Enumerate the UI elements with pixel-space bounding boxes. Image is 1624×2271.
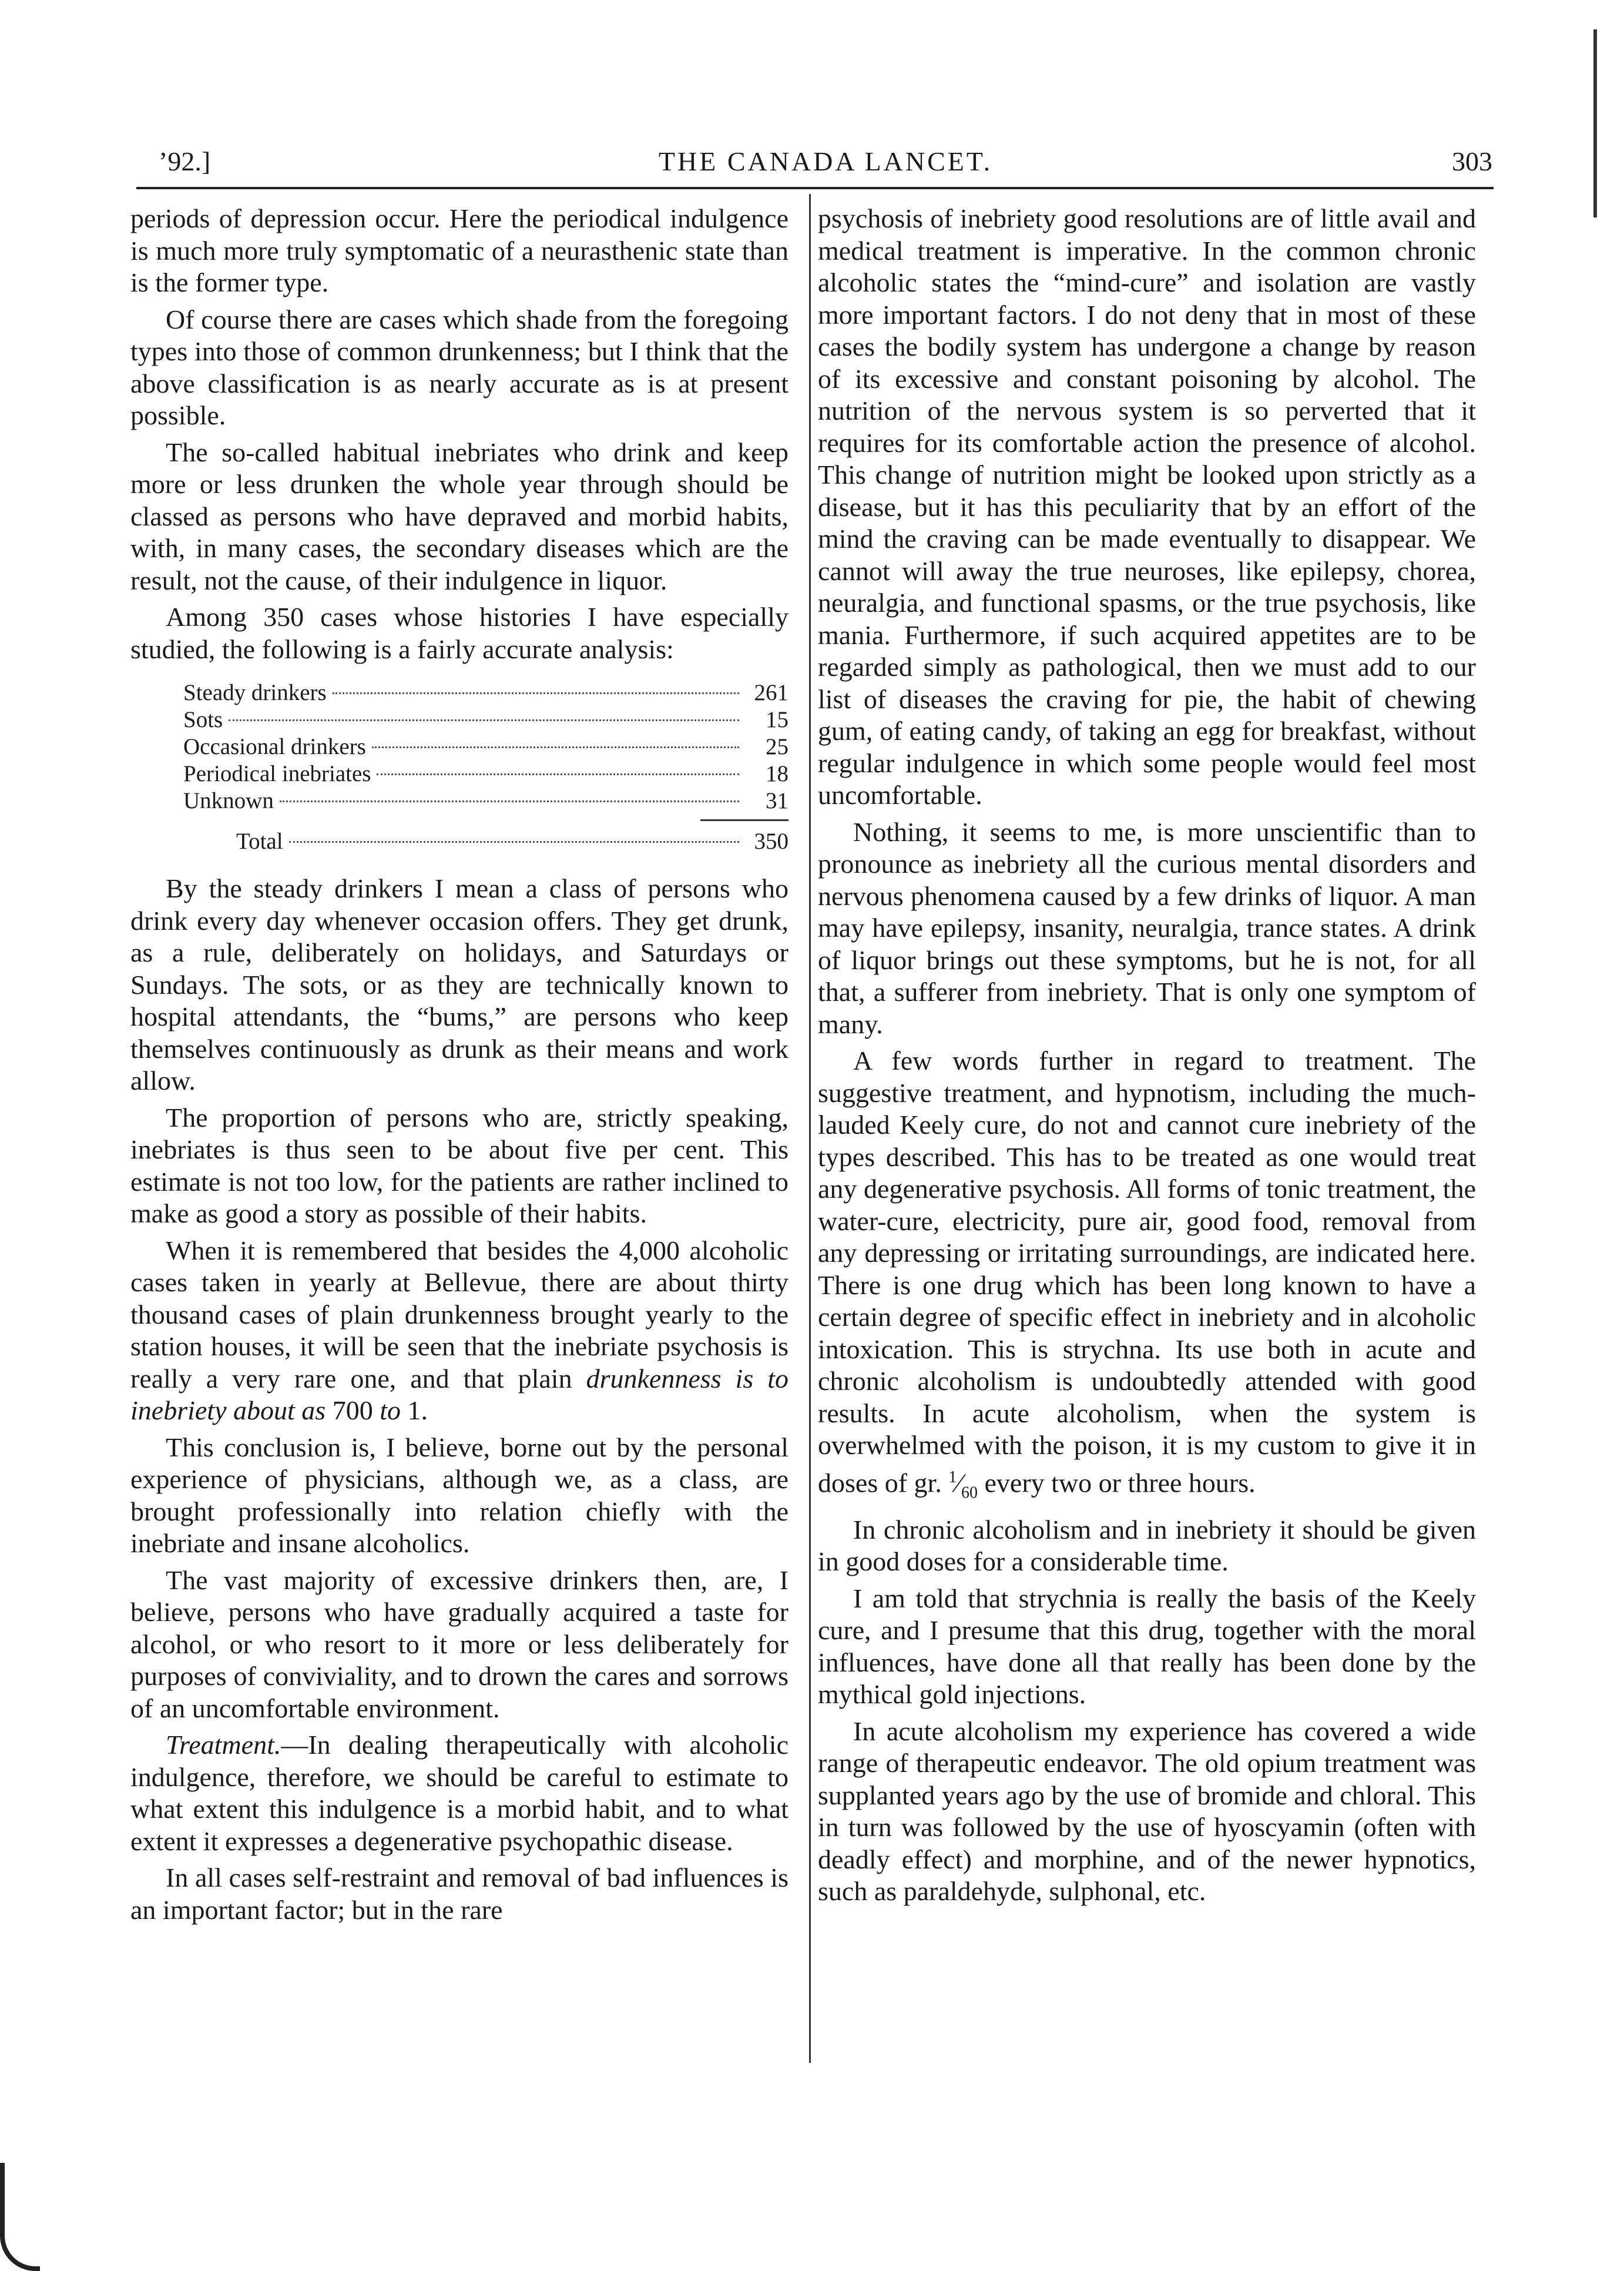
paragraph: In acute alcoholism my experience has covered a wide range of therapeutic endeavor. The old opium treatment was supplanted years ago by the use of bromide and chloral. This in turn was followed by the use of hyoscyamin (often with deadly effect) and morphine, and of the newer hypnotics, such as paraldehyde, sulphonal, etc.	[818, 1716, 1476, 1907]
paragraph: psychosis of inebriety good resolutions are of little avail and medical treatment is imperative. In the common chronic alcoholic states the “mind-cure” and isolation are vastly more important factors. I do not deny that in most of these cases the bodily system has undergone a change by reason of its excessive and constant poisoning by alcohol. The nutrition of the nervous system is so perverted that it requires for its comfortable action the presence of alcohol. This change of nutrition might be looked upon strictly as a disease, but it has this peculiarity that by an effort of the mind the craving can be made eventually to disappear. We cannot will away the true neuroses, like epilepsy, chorea, neuralgia, and functional spasms, or the true psychosis, like mania. Furthermore, if such acquired appetites are to be regarded simply as pathological, then we must add to our list of diseases the craving for pie, the habit of chewing gum, of eating candy, of taking an egg for breakfast, without regular indulgence in which some people would feel most uncomfortable.	[818, 203, 1476, 810]
scan-corner-mark	[0, 2163, 40, 2271]
row-label: Sots	[183, 707, 223, 732]
leader-dots	[229, 719, 739, 721]
leader-dots	[280, 800, 739, 802]
header-year: ’92.]	[159, 146, 211, 176]
total-value: 350	[754, 829, 788, 854]
row-label: Periodical inebriates	[183, 761, 371, 786]
fraction-numerator: 1	[948, 1468, 957, 1486]
fraction-denominator: 60	[961, 1483, 978, 1502]
paragraph: This conclusion is, I believe, borne out by the personal experience of physicians, although we, as a class, are brought professionally into relation chiefly with the inebriate and insane alcoholics.	[130, 1432, 788, 1558]
text-run: When it is remembered that besides the 4,000 alcoholic cases taken in yearly at Bellevue, there are about thirty thousand cases of plain drunkenness brought yearly to the station houses, it will be seen that the inebriate psychosis is really a very rare one, and that plain	[130, 1235, 788, 1394]
journal-title: THE CANADA LANCET.	[658, 146, 993, 176]
paragraph: I am told that strychnia is really the basis of the Keely cure, and I presume that this drug, together with the moral influences, have done all that really has been done by the mythical gold injections.	[818, 1583, 1476, 1710]
paragraph: The proportion of persons who are, strictly speaking, inebriates is thus seen to be about five per cent. This estimate is not too low, for the patients are rather inclined to make as good a story as possible of their habits.	[130, 1102, 788, 1228]
row-label: Unknown	[183, 788, 274, 813]
paragraph: In all cases self-restraint and removal of bad influences is an important factor; but in the rare	[130, 1863, 788, 1925]
scan-edge-mark	[1593, 29, 1597, 217]
row-value: 25	[766, 734, 788, 759]
italic-text: drunkenness is to inebriety about as	[130, 1363, 789, 1425]
paragraph: The vast majority of excessive drinkers then, are, I believe, persons who have gradually acquired a taste for alcohol, or who resort to it more or less deliberately for purposes of conviviality, and to drown the cares and sorrows of an uncomfortable environment.	[130, 1565, 788, 1723]
table-row	[183, 706, 788, 733]
table-total-row	[183, 828, 788, 855]
page-number: 303	[1452, 146, 1492, 176]
paragraph: Nothing, it seems to me, is more unscientific than to pronounce as inebriety all the curious mental disorders and nervous phenomena caused by a few drinks of liquor. A man may have epilepsy, insanity, neuralgia, trance states. A drink of liquor brings out these symptoms, but he is not, for all that, a sufferer from inebriety. That is only one symptom of many.	[818, 816, 1476, 1039]
leader-dots	[377, 773, 739, 775]
table-row	[183, 788, 788, 815]
sum-rule	[700, 819, 788, 821]
paragraph	[130, 1235, 788, 1427]
text-run: A few words further in regard to treatment. The suggestive treatment, and hypnotism, including the much-lauded Keely cure, do not and cannot cure inebriety of the types described. This has to be treated as one would treat any degenerative psychosis. All forms of tonic treatment, the water-cure, electricity, pure air, good food, removal from any depressing or irritating surroundings, are indicated here. There is one drug which has been long known to have a certain degree of specific effect in inebriety and in alcoholic intoxication. This is strychna. Its use both in acute and chronic alcoholism is undoubtedly attended with good results. In acute alcoholism, when the system is overwhelmed with the poison, it is my custom to give it in doses of gr.	[818, 1046, 1476, 1498]
column-divider	[809, 194, 811, 2063]
total-label: Total	[236, 829, 283, 854]
leader-dots	[289, 841, 739, 843]
left-column	[130, 203, 788, 1931]
running-head	[159, 140, 1492, 187]
header-rule	[136, 187, 1494, 189]
row-label: Occasional drinkers	[183, 734, 366, 759]
text-run: —In dealing therapeutically with alcoholic indulgence, therefore, we should be careful to estimate to what extent this indulgence is a morbid habit, and to what extent it expresses a degenerative psychopathic disease.	[130, 1730, 788, 1856]
table-row	[183, 679, 788, 706]
text-run: 1.	[407, 1395, 428, 1425]
paragraph: The so-called habitual inebriates who drink and keep more or less drunken the whole year through should be classed as persons who have depraved and morbid habits, with, in many cases, the secondary diseases which are the result, not the cause, of their indulgence in liquor.	[130, 437, 788, 595]
paragraph: In chronic alcoholism and in inebriety it should be given in good doses for a considerable time.	[818, 1514, 1476, 1577]
paragraph: Among 350 cases whose histories I have especially studied, the following is a fairly accurate analysis:	[130, 602, 788, 664]
paragraph: By the steady drinkers I mean a class of persons who drink every day whenever occasion offers. They get drunk, as a rule, deliberately on holidays, and Saturdays or Sundays. The sots, or as they are technically known to hospital attendants, the “bums,” are persons who keep themselves continuously as drunk as their means and work allow.	[130, 873, 788, 1096]
row-label: Steady drinkers	[183, 680, 327, 705]
case-analysis-table	[130, 679, 788, 855]
paragraph: periods of depression occur. Here the periodical indulgence is much more truly symptomatic of a neurasthenic state than is the former type.	[130, 203, 788, 297]
row-value: 15	[766, 707, 788, 732]
section-heading: Treatment.	[166, 1730, 281, 1760]
italic-text: to	[380, 1395, 401, 1425]
paragraph	[130, 1729, 788, 1857]
row-value: 31	[766, 788, 788, 813]
paragraph: Of course there are cases which shade from the foregoing types into those of common drunkenness; but I think that the above classification is as nearly accurate as is at present possible.	[130, 304, 788, 430]
row-value: 261	[754, 680, 788, 705]
table-row	[183, 761, 788, 788]
leader-dots	[372, 746, 739, 748]
table-row	[183, 733, 788, 761]
row-value: 18	[766, 761, 788, 786]
text-run: every two or three hours.	[984, 1467, 1256, 1498]
right-column	[818, 203, 1476, 1912]
leader-dots	[333, 692, 739, 694]
text-run: 700	[332, 1395, 373, 1425]
paragraph: A few words further in regard to treatment. The suggestive treatment, and hypnotism, including the much-lauded Keely cure, do not and cannot cure inebriety of the types described. This has to be treated as one would treat any degenerative psychosis. All forms of tonic treatment, the water-cure, electricity, pure air, good food, removal from any depressing or irritating surroundings, are indicated here. There is one drug which has been long known to have a certain degree of specific effect in inebriety and in alcoholic intoxication. This is strychna. Its use both in acute and chronic alcoholism is undoubtedly attended with good results. In acute alcoholism, when the system is overwhelmed with the poison, it is my custom to give it in doses of gr. $^1⁄_{60}$ every two or three hours.	[818, 1046, 1476, 1502]
